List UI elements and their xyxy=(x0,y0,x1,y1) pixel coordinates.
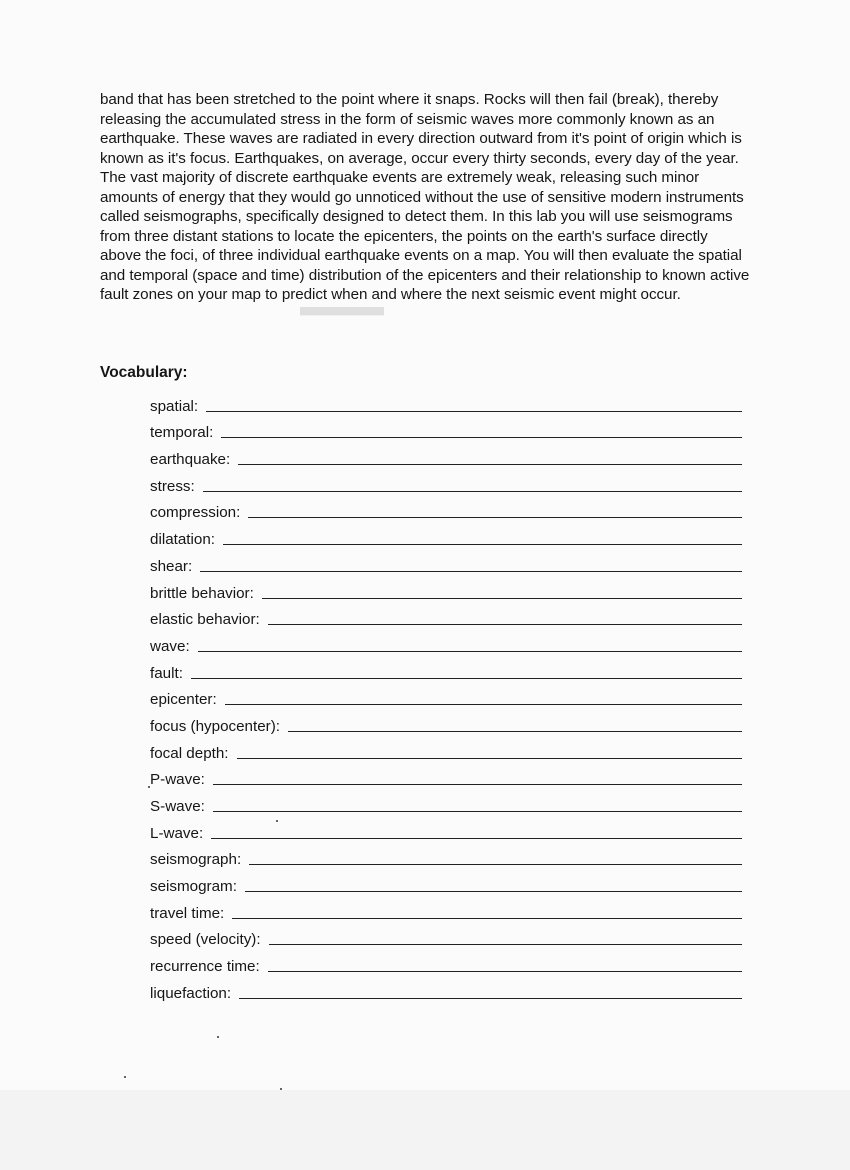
answer-line[interactable] xyxy=(232,904,742,919)
vocabulary-list xyxy=(150,388,750,1002)
vocab-term: seismogram: xyxy=(150,878,237,896)
vocab-term: shear: xyxy=(150,557,193,575)
vocab-term: S-wave: xyxy=(150,798,205,815)
page-bottom-margin xyxy=(0,1090,850,1170)
vocab-term: focus (hypocenter): xyxy=(150,717,280,735)
answer-line[interactable] xyxy=(237,744,742,759)
scan-speck xyxy=(148,786,150,788)
vocab-term: spatial: xyxy=(150,397,199,415)
vocab-term: elastic behavior: xyxy=(150,611,260,629)
scan-speck xyxy=(280,1088,282,1090)
answer-line[interactable] xyxy=(238,450,742,465)
answer-line[interactable] xyxy=(198,637,742,652)
answer-line[interactable] xyxy=(268,957,742,972)
answer-line[interactable] xyxy=(203,477,742,492)
answer-line[interactable] xyxy=(245,877,742,892)
vocab-item-epicenter xyxy=(150,682,750,709)
answer-line[interactable] xyxy=(221,423,742,438)
scan-speck xyxy=(217,1036,219,1038)
answer-line[interactable] xyxy=(213,770,742,785)
vocabulary-heading: Vocabulary: xyxy=(100,364,188,381)
answer-line[interactable] xyxy=(225,690,742,705)
answer-line[interactable] xyxy=(268,610,742,625)
vocab-item-compression xyxy=(150,495,750,522)
vocab-item-brittle-behavior xyxy=(150,575,750,602)
vocab-term: dilatation: xyxy=(150,531,216,549)
vocab-term: temporal: xyxy=(150,424,214,442)
vocab-item-speed-velocity xyxy=(150,922,750,949)
vocab-item-s-wave xyxy=(150,788,750,815)
answer-line[interactable] xyxy=(269,930,742,945)
answer-line[interactable] xyxy=(206,397,742,412)
vocab-term: travel time: xyxy=(150,904,225,922)
vocab-item-elastic-behavior xyxy=(150,602,750,629)
vocab-item-focus-hypocenter xyxy=(150,708,750,735)
vocab-item-recurrence-time xyxy=(150,948,750,975)
vocab-item-shear xyxy=(150,548,750,575)
vocab-item-spatial xyxy=(150,388,750,415)
vocab-item-dilatation xyxy=(150,521,750,548)
vocab-item-travel-time xyxy=(150,895,750,922)
vocab-term: liquefaction: xyxy=(150,984,232,1002)
answer-line[interactable] xyxy=(248,503,742,518)
vocab-item-l-wave xyxy=(150,815,750,842)
vocab-term: recurrence time: xyxy=(150,958,260,976)
vocab-term: seismograph: xyxy=(150,851,242,869)
scan-speck xyxy=(276,820,278,822)
vocab-item-fault xyxy=(150,655,750,682)
answer-line[interactable] xyxy=(239,984,742,999)
answer-line[interactable] xyxy=(249,850,742,865)
answer-line[interactable] xyxy=(262,584,742,599)
vocab-item-wave xyxy=(150,628,750,655)
vocab-term: epicenter: xyxy=(150,691,217,709)
vocab-term: brittle behavior: xyxy=(150,584,254,602)
vocab-term: P-wave: xyxy=(150,771,205,789)
answer-line[interactable] xyxy=(191,664,742,679)
answer-line[interactable] xyxy=(213,797,742,812)
answer-line[interactable] xyxy=(223,530,742,545)
intro-paragraph: band that has been stretched to the point where it snaps. Rocks will then fail (break), thereby releasing the accumulated stress in the form of seismic waves more commonly known as an earthquake. These waves are radiated in every direction outward from it's point of origin which is known as it's focus. Earthquakes, on average, occur every thirty seconds, every day of the year. The vast majority of discrete earthquake events are extremely weak, releasing such minor amounts of energy that they would go unnoticed without the use of sensitive modern instruments called seismographs, specifically designed to detect them. In this lab you will use seismograms from three distant stations to locate the epicenters, the points on the earth's surface directly above the foci, of three individual earthquake events on a map. You will then evaluate the spatial and temporal (space and time) distribution of the epicenters and their relationship to known active fault zones on your map to predict when and where the next seismic event might occur. xyxy=(100,91,750,303)
vocab-item-liquefaction xyxy=(150,975,750,1002)
answer-line[interactable] xyxy=(211,824,742,839)
vocab-item-focal-depth xyxy=(150,735,750,762)
vocab-item-seismograph xyxy=(150,842,750,869)
bleed-through-decoration: ▬▬▬ xyxy=(300,301,384,332)
vocab-term: wave: xyxy=(150,637,190,655)
vocab-term: L-wave: xyxy=(150,824,204,842)
vocab-term: compression: xyxy=(150,504,241,522)
vocab-term: focal depth: xyxy=(150,744,229,762)
answer-line[interactable] xyxy=(200,557,742,572)
vocab-item-temporal xyxy=(150,415,750,442)
vocab-item-p-wave xyxy=(150,762,750,789)
vocab-item-earthquake xyxy=(150,441,750,468)
vocab-term: stress: xyxy=(150,477,195,495)
vocab-term: fault: xyxy=(150,664,183,682)
answer-line[interactable] xyxy=(288,717,742,732)
vocab-item-seismogram xyxy=(150,868,750,895)
vocab-item-stress xyxy=(150,468,750,495)
vocab-term: earthquake: xyxy=(150,451,231,469)
vocab-term: speed (velocity): xyxy=(150,931,261,949)
scan-speck xyxy=(124,1076,126,1078)
